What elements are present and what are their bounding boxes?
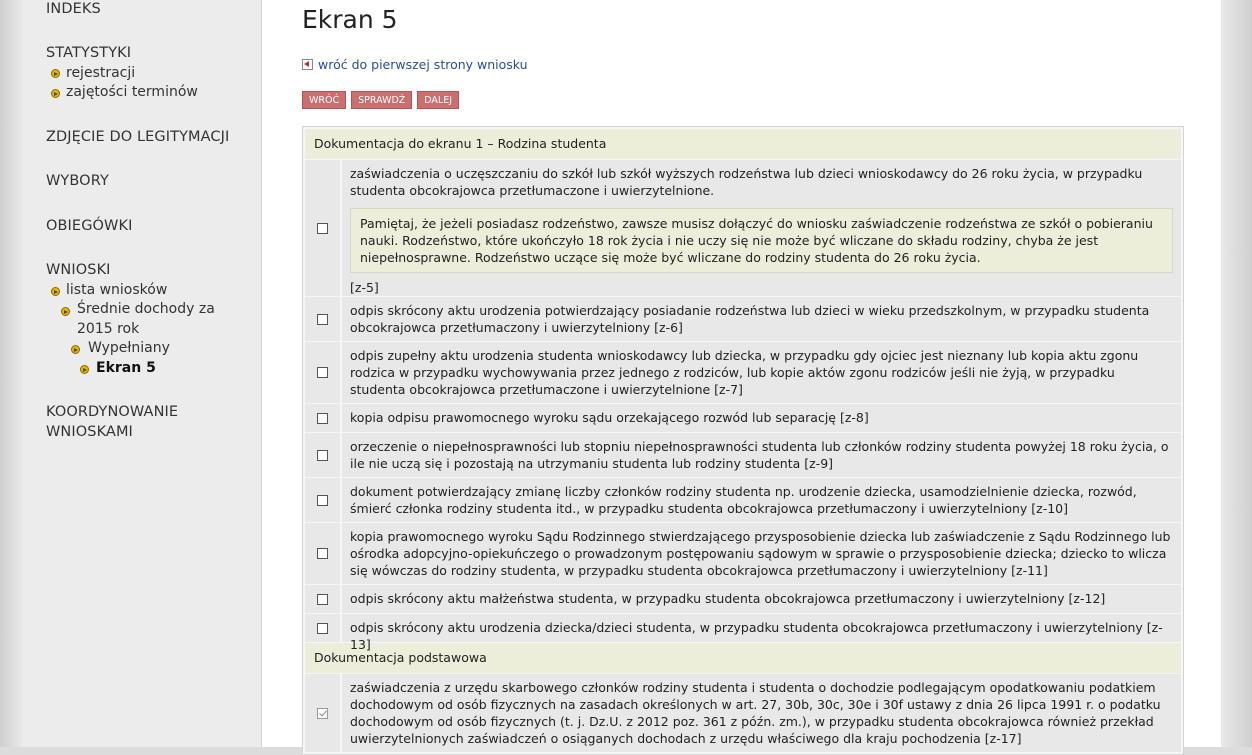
document-text: odpis zupełny aktu urodzenia studenta wnioskodawcy lub dziecka, w przypadku gdy ojciec jest nieznany lub kopia aktu zgonu rodzica w przypadku wychowywania przez jednego z rodziców, lub kopie aktów zgonu rodziców jeśli nie żyją, w przypadku studenta obcokrajowca przetłumaczone i uwierzytelnione [z-7] [342,342,1181,403]
section-header-family: Dokumentacja do ekranu 1 – Rodzina studenta [305,129,1181,159]
bullet-icon [80,365,89,374]
next-button[interactable]: DALEJ [417,91,459,109]
document-row [305,585,1181,613]
bullet-icon [51,69,60,78]
siblings-note: Pamiętaj, że jeżeli posiadasz rodzeństwo, zawsze musisz dołączyć do wniosku zaświadczenie rodzeństwa ze szkół o pobieraniu nauki. Rodzeństwo, które ukończyło 18 rok życia i nie uczy się nie może być wliczane do składu rodziny, chyba że jest niepełnosprawne. Rodzeństwo uczące się może być wliczane do rodziny studenta do 26 roku życia. [350,208,1173,273]
nav-item-ekran-5-active[interactable]: Ekran 5 [96,360,156,376]
document-row [305,297,1181,341]
document-text: kopia prawomocnego wyroku Sądu Rodzinnego stwierdzającego przysposobienie dziecka lub zaświadczenie z Sądu Rodzinnego lub ośrodka adopcyjno-opiekuńczego o prowadzonym postępowaniu sądowym w sprawie o przysposobienie dziecka; dziecko to wlicza się wówczas do rodziny studenta, w przypadku studenta obcokrajowca przetłumaczony i uwierzytelniony [z-11] [342,523,1181,584]
document-checkbox[interactable] [317,594,328,605]
nav-item-zajetosci-terminow[interactable]: zajętości terminów [66,84,198,100]
bullet-icon [71,345,80,354]
document-row [305,433,1181,477]
document-checkbox[interactable] [317,367,328,378]
nav-indeks[interactable]: INDEKS [46,1,101,17]
document-checkbox[interactable] [317,495,328,506]
nav-wnioski[interactable]: WNIOSKI [46,262,111,278]
nav-koordynowanie-line1[interactable]: KOORDYNOWANIE [46,404,179,420]
document-checkbox[interactable] [317,413,328,424]
document-row [305,342,1181,403]
document-checkbox[interactable] [317,450,328,461]
bullet-icon [51,89,60,98]
document-row [305,614,1181,642]
document-text: odpis skrócony aktu urodzenia dziecka/dzieci studenta, w przypadku studenta obcokrajowca przetłumaczony i uwierzytelniony [z- [342,614,1181,642]
bullet-icon [51,287,60,296]
check-button[interactable]: SPRAWDŹ [351,91,412,109]
back-link-label: wróć do pierwszej strony wniosku [318,57,528,72]
document-row [305,523,1181,584]
document-checkbox[interactable] [317,548,328,559]
nav-item-srednie-dochody-line1[interactable]: Średnie dochody za [77,301,215,317]
document-row [305,674,1181,752]
document-row [305,478,1181,522]
document-row [305,160,1181,296]
document-row [305,404,1181,432]
document-text: orzeczenie o niepełnosprawności lub stopniu niepełnosprawności studenta lub członków rodziny studenta powyżej 18 roku życia, o ile nie uczą się i pozostają na utrzymaniu studenta lub rodziny studenta [z-9] [342,433,1181,477]
document-text: dokument potwierdzający zmianę liczby członków rodziny studenta np. urodzenie dziecka, usamodzielnienie dziecka, rozwód, śmierć członka rodziny studenta itd., w przypadku studenta obcokrajowca przetłumaczony i uwierzytelniony [z-10] [342,478,1181,522]
nav-statystyki[interactable]: STATYSTYKI [46,45,132,61]
main-content [262,0,1221,747]
document-checkbox[interactable] [317,623,328,634]
page-shadow-right [1221,0,1252,747]
document-checkbox[interactable] [317,314,328,325]
page-shadow-left [0,0,22,747]
document-checkbox[interactable] [317,223,328,234]
document-text: kopia odpisu prawomocnego wyroku sądu orzekającego rozwód lub separację [z-8] [342,404,1181,432]
nav-koordynowanie-line2[interactable]: WNIOSKAMI [46,424,133,440]
page-title: Ekran 5 [302,5,398,34]
nav-item-lista-wnioskow[interactable]: lista wniosków [66,282,168,298]
document-text: odpis skrócony aktu małżeństwa studenta, w przypadku studenta obcokrajowca przetłumaczony i uwierzytelniony [z-12] [342,585,1181,613]
back-to-first-page-link[interactable] [302,57,528,72]
nav-obiegowki[interactable]: OBIEGÓWKI [46,218,133,234]
nav-item-rejestracji[interactable]: rejestracji [66,65,136,81]
nav-item-srednie-dochody-line2[interactable]: 2015 rok [77,321,140,337]
back-arrow-icon [302,59,313,70]
document-text: odpis skrócony aktu urodzenia potwierdzający posiadanie rodzeństwa lub dzieci w wieku przedszkolnym, w przypadku studenta obcokrajowca przetłumaczony i uwierzytelniony [z-6] [342,297,1181,341]
document-text: zaświadczenia z urzędu skarbowego członków rodziny studenta i studenta o dochodzie podlegającym opodatkowaniu podatkiem dochodowym od osób fizycznych na zasadach określonych w art. 27, 30b, 30c, 30e i 30f ustawy z dnia 26 lipca 1991 r. o podatku dochodowym od osób fizycznych (t. j. Dz.U. z 2012 poz. 361 z późn. zm.), w przypadku studenta obcokrajowca również przekład uwierzytelnionych zaświadczeń o osiąganych dochodach z urzędu właściwego dla kraju pochodzenia [z-17] [342,674,1181,752]
sidebar [22,0,262,747]
documents-table [302,126,1184,755]
document-code: [z-5] [350,280,379,295]
section-header-basic: Dokumentacja podstawowa [305,643,1181,673]
back-button[interactable]: WRÓĆ [302,91,346,109]
nav-item-wypelniany[interactable]: Wypełniany [88,340,170,356]
document-text: zaświadczenia o uczęszczaniu do szkół lub szkół wyższych rodzeństwa lub dzieci wnioskodawcy do 26 roku życia, w przypadku studenta obcokrajowca przetłumaczone i uwierzytelnione. [350,166,1143,198]
document-checkbox-checked[interactable] [317,708,328,719]
nav-wybory[interactable]: WYBORY [46,173,109,189]
bullet-icon [61,307,70,316]
nav-zdjecie-do-legitymacji[interactable]: ZDJĘCIE DO LEGITYMACJI [46,129,230,145]
action-buttons [302,91,459,109]
